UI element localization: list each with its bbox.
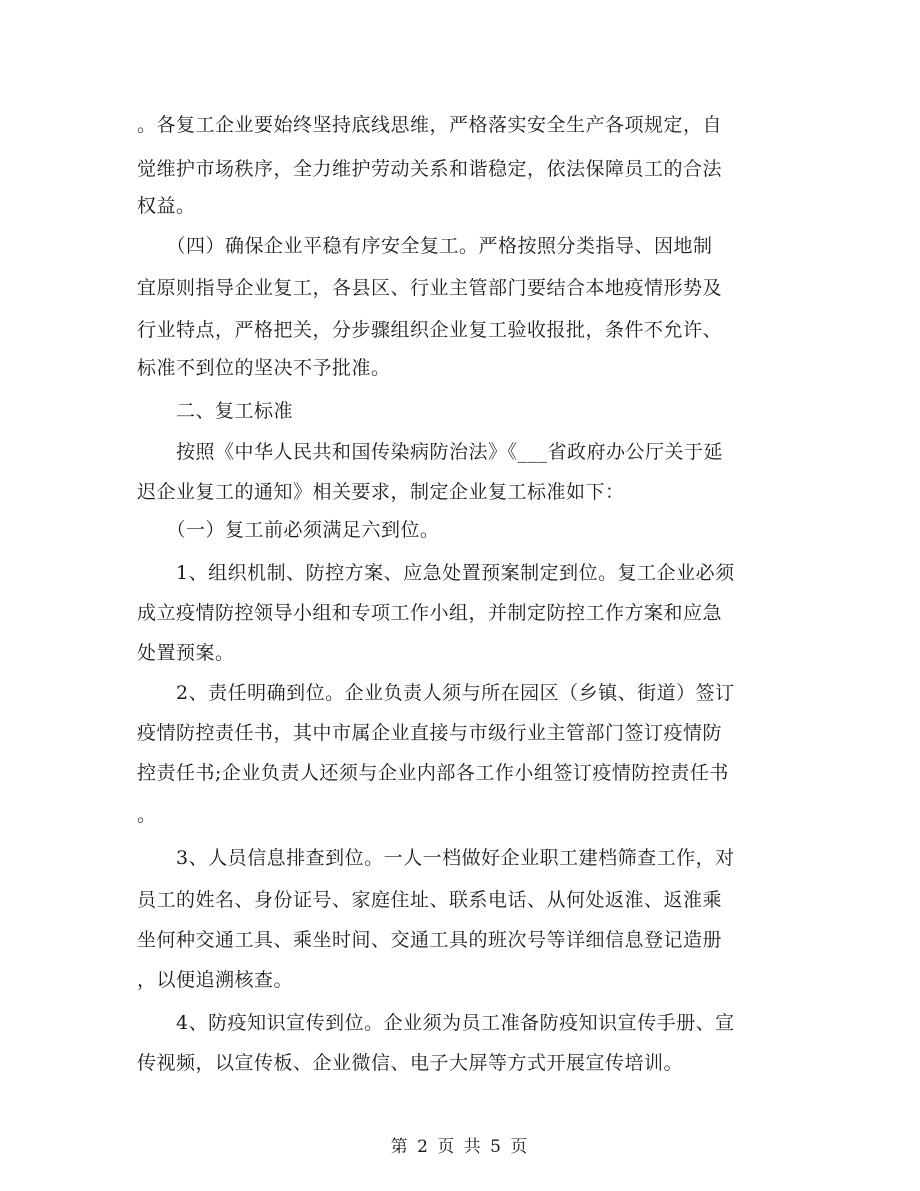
text-line: 4、防疫知识宣传到位。企业须为员工准备防疫知识宣传手册、宣 (137, 1012, 735, 1034)
text-line: 成立疫情防控领导小组和专项工作小组，并制定防控工作方案和应急 (137, 602, 723, 624)
text-line: 1、组织机制、防控方案、应急处置预案制定到位。复工企业必须 (137, 562, 735, 584)
text-line: 3、人员信息排查到位。一人一档做好企业职工建档筛查工作，对 (137, 847, 735, 869)
text-line: 员工的姓名、身份证号、家庭住址、联系电话、从何处返淮、返淮乘 (137, 889, 723, 911)
text-line: 传视频，以宣传板、企业微信、电子大屏等方式开展宣传培训。 (137, 1052, 684, 1074)
text-line: 觉维护市场秩序，全力维护劳动关系和谐稳定，依法保障员工的合法 (137, 158, 723, 180)
subsection-heading: （一）复工前必须满足六到位。 (137, 519, 440, 541)
footer-total-pages: 5 (490, 1137, 503, 1157)
text-line: 行业特点，严格把关，分步骤组织企业复工验收报批，条件不允许、 (137, 319, 723, 341)
text-line: 。 (137, 804, 157, 826)
text-line: 迟企业复工的通知》相关要求，制定企业复工标准如下： (137, 481, 625, 503)
footer-total-prefix: 共 (463, 1137, 483, 1157)
footer-prefix: 第 (390, 1137, 410, 1157)
page-number-footer (0, 1136, 920, 1158)
text-line: （四）确保企业平稳有序安全复工。严格按照分类指导、因地制 (137, 235, 713, 257)
text-line: 宜原则指导企业复工，各县区、行业主管部门要结合本地疫情形势及 (137, 277, 723, 299)
text-line: 疫情防控责任书，其中市属企业直接与市级行业主管部门签订疫情防 (137, 722, 723, 744)
footer-current-page: 2 (417, 1137, 430, 1157)
text-line: 权益。 (137, 195, 196, 217)
text-line: 控责任书;企业负责人还须与企业内部各工作小组签订疫情防控责任书 (137, 762, 729, 784)
section-heading: 二、复工标准 (137, 400, 294, 422)
text-line: 标准不到位的坚决不予批准。 (137, 357, 391, 379)
text-line: ，以便追溯核查。 (137, 969, 294, 991)
footer-suffix: 页 (510, 1137, 530, 1157)
text-line: 坐何种交通工具、乘坐时间、交通工具的班次号等详细信息登记造册 (137, 929, 723, 951)
text-line: 处置预案。 (137, 642, 235, 664)
footer-page-word: 页 (437, 1137, 457, 1157)
text-line: 。各复工企业要始终坚持底线思维，严格落实安全生产各项规定，自 (137, 114, 723, 136)
text-line: 按照《中华人民共和国传染病防治法》《___省政府办公厅关于延 (137, 441, 724, 463)
text-line: 2、责任明确到位。企业负责人须与所在园区（乡镇、街道）签订 (137, 682, 735, 704)
